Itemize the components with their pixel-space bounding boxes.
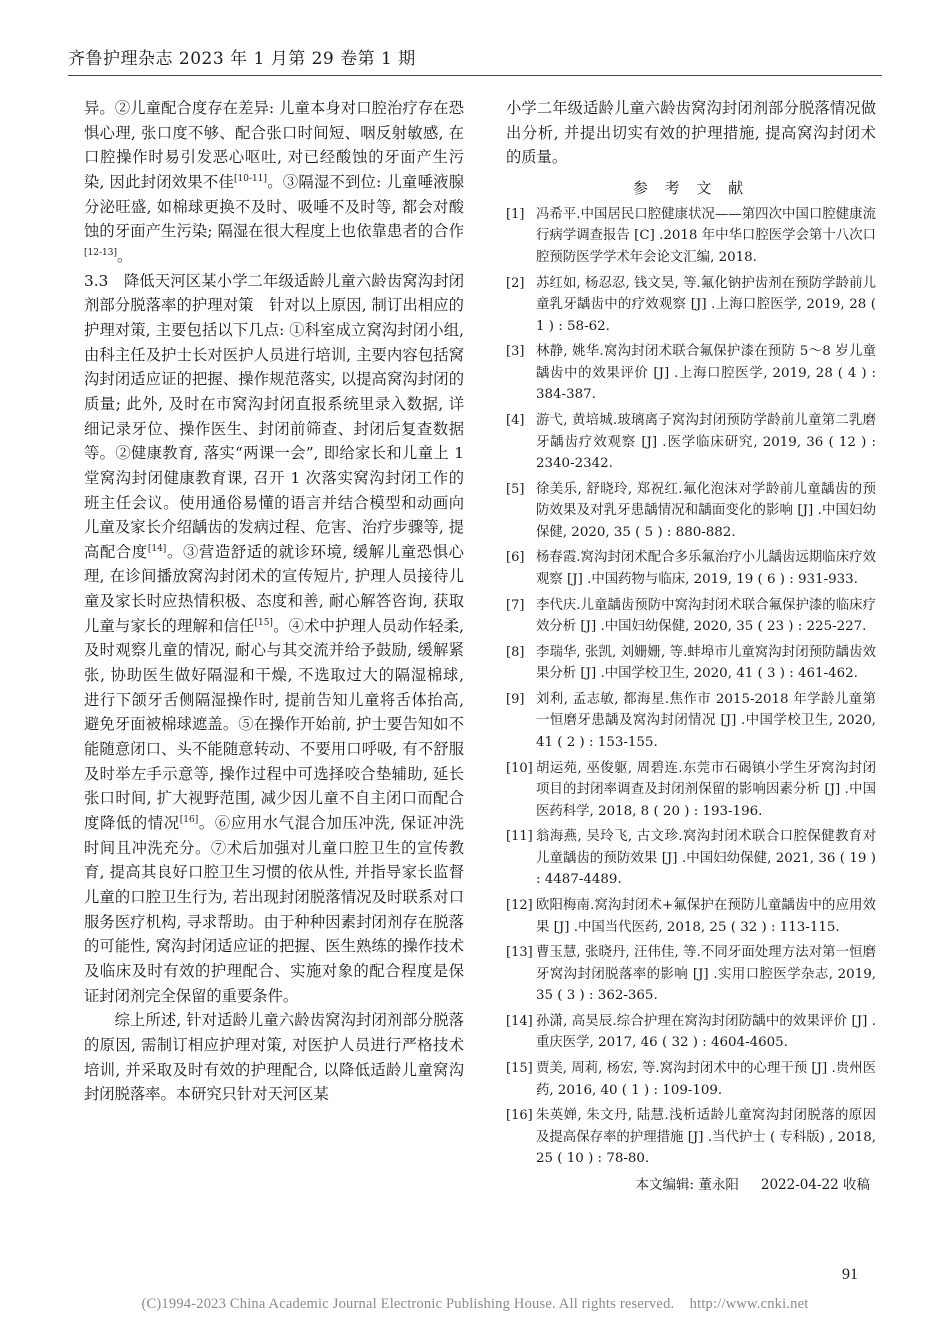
text-run: 。④术中护理人员动作轻柔, 及时观察儿童的情况, 耐心与其交流并给予鼓励, 缓解紧张, 协助医生做好隔湿和干燥, 不选取过大的隔湿棉球, 进行下颌牙舌侧隔湿操作时, 提前告知儿童将舌体抬高, 避免牙面被棉球遮盖。⑤在操作开始前, 护士要告知如不能随意闭口、头不能随意转动、不要用口呼吸, 有不舒服及时举左手示意等, 操作过程中可选择咬合垫辅助, 延长张口时间, 扩大视野范围, 减少因儿童不自主闭口而配合度降低的情况 (84, 616, 464, 833)
reference-number: [10] (506, 760, 533, 776)
reference-item (506, 942, 876, 1007)
reference-number: [15] (506, 1061, 533, 1077)
citation[interactable]: [12-13] (84, 247, 117, 258)
references-title: 参 考 文 献 (632, 178, 750, 197)
reference-number: [14] (506, 1013, 533, 1029)
section-3-3 (84, 269, 464, 1009)
reference-number: [5] (506, 481, 525, 497)
reference-text: 翁海燕, 吴玲飞, 古文珍.窝沟封闭术联合口腔保健教育对儿童龋齿的预防效果 [J] .中国妇幼保健, 2021, 36 ( 19 ) : 4487-4489. (536, 829, 876, 888)
reference-number: [11] (506, 829, 533, 845)
reference-item (506, 595, 876, 638)
citation[interactable]: [14] (147, 543, 167, 554)
conclusion-continuation: 小学二年级适龄儿童六龄齿窝沟封闭剂部分脱落情况做出分析, 并提出切实有效的护理措施, 提高窝沟封闭术的质量。 (506, 99, 876, 167)
reference-item (506, 826, 876, 891)
reference-number: [16] (506, 1108, 533, 1124)
journal-header: 齐鲁护理杂志 2023 年 1 月第 29 卷第 1 期 (68, 49, 416, 69)
reference-number: [13] (506, 945, 533, 961)
reference-item (506, 410, 876, 475)
reference-text: 贾美, 周莉, 杨宏, 等.窝沟封闭术中的心理干预 [J] .贵州医药, 2016, 40 ( 1 ) : 109-109. (536, 1061, 876, 1098)
reference-text: 胡运苑, 巫俊躯, 周碧连.东莞市石碣镇小学生牙窝沟封闭项目的封闭率调查及封闭剂保留的影响因素分析 [J] .中国医药科学, 2018, 8 ( 20 ) : 193-196. (536, 760, 876, 819)
page-number: 91 (842, 1266, 858, 1283)
reference-list (506, 204, 876, 1170)
reference-item (506, 1011, 876, 1054)
reference-text: 苏红如, 杨忍忍, 钱文昊, 等.氟化钠护齿剂在预防学龄前儿童乳牙龋齿中的疗效观察 [J] .上海口腔医学, 2019, 28 ( 1 ) : 58-62. (536, 275, 876, 334)
header-rule (68, 75, 882, 76)
text-run: 针对以上原因, 制订出相应的护理对策, 主要包括以下几点: ①科室成立窝沟封闭小组, 由科主任及护士长对医护人员进行培训, 主要内容包括窝沟封闭适应证的把握、操作规范落实, 以提高窝沟封闭的质量; 此外, 及时在市窝沟封闭直报系统里录入数据, 详细记录牙位、操作医生、封闭前筛查、封闭后复查数据等。②健康教育, 落实“两课一会”, 即给家长和儿童上 1 堂窝沟封闭健康教育课, 召开 1 次落实窝沟封闭工作的班主任会议。使用通俗易懂的语言并结合模型和动画向儿童及家长介绍龋齿的发病过程、危害、治疗步骤等, 提高配合度 (84, 296, 464, 561)
reference-text: 刘利, 孟志敏, 都海星.焦作市 2015-2018 年学龄儿童第一恒磨牙患龋及窝沟封闭情况 [J] .中国学校卫生, 2020, 41 ( 2 ) : 153-155. (536, 691, 876, 750)
reference-text: 冯希平.中国居民口腔健康状况——第四次中国口腔健康流行病学调查报告 [C] .2018 年中华口腔医学会第十八次口腔预防医学学术年会论文汇编, 2018. (536, 206, 876, 265)
received-date: 2022-04-22 收稿 (760, 1176, 870, 1193)
section-heading: 3.3 降低天河区某小学二年级适龄儿童六龄齿窝沟封闭剂部分脱落率的护理对策 (84, 271, 464, 315)
text-run: 。③隔湿不到位: 儿童唾液腺分泌旺盛, 如棉球更换不及时、吸唾不及时等, 都会对酸蚀的牙面产生污染; 隔湿在很大程度上也依靠患者的合作 (84, 172, 464, 241)
reference-item (506, 547, 876, 590)
reference-number: [8] (506, 644, 525, 660)
reference-number: [12] (506, 898, 533, 914)
reference-number: [3] (506, 344, 525, 360)
text-run: 。③营造舒适的就诊环境, 缓解儿童恐惧心理, 在诊间播放窝沟封闭术的宣传短片, 护理人员接待儿童及家长时应热情积极、态度和善, 耐心解答咨询, 获取儿童与家长的理解和信任 (84, 542, 464, 635)
citation[interactable]: [10-11] (234, 173, 267, 184)
citation[interactable]: [15] (254, 617, 273, 628)
text-run: 。⑥应用水气混合加压冲洗, 保证冲洗时间且冲洗充分。⑦术后加强对儿童口腔卫生的宣传教育, 提高其良好口腔卫生习惯的依从性, 并指导家长监督儿童的口腔卫生行为, 若出现封闭脱落情况及时联系对口服务医疗机构, 寻求帮助。由于种种因素封闭剂存在脱落的可能性, 窝沟封闭适应证的把握、医生熟练的操作技术及临床及时有效的护理配合、实施对象的配合程度是保证封闭剂完全保留的重要条件。 (84, 814, 464, 1005)
reference-text: 孙潇, 高昊辰.综合护理在窝沟封闭防龋中的效果评价 [J] .重庆医学, 2017, 46 ( 32 ) : 4604-4605. (536, 1013, 876, 1051)
reference-item (506, 479, 876, 544)
right-column (506, 96, 876, 1196)
copyright-footer: (C)1994-2023 China Academic Journal Electronic Publishing House. All rights reserved. http://www.cnki.net (141, 1296, 809, 1312)
reference-item (506, 895, 876, 938)
reference-item (506, 273, 876, 338)
reference-number: [7] (506, 597, 525, 613)
reference-item (506, 689, 876, 754)
conclusion-paragraph: 综上所述, 针对适龄儿童六龄齿窝沟封闭剂部分脱落的原因, 需制订相应护理对策, 对医护人员进行严格技术培训, 并采取及时有效的护理配合, 以降低适龄儿童窝沟封闭脱落率。本研究只针对天河区某 (84, 1011, 464, 1104)
reference-text: 朱英婵, 朱文丹, 陆慧.浅析适龄儿童窝沟封闭脱落的原因及提高保存率的护理措施 [J] .当代护士 ( 专科版) , 2018, 25 ( 10 ) : 78-80. (536, 1108, 876, 1167)
editor-info (506, 1174, 876, 1196)
reference-item (506, 341, 876, 406)
reference-item (506, 642, 876, 685)
reference-text: 李代庆.儿童龋齿预防中窝沟封闭术联合氟保护漆的临床疗效分析 [J] .中国妇幼保健, 2020, 35 ( 23 ) : 225-227. (536, 597, 876, 635)
reference-text: 杨春霞.窝沟封闭术配合多乐氟治疗小儿龋齿远期临床疗效观察 [J] .中国药物与临床, 2019, 19 ( 6 ) : 931-933. (536, 550, 876, 587)
reference-item (506, 1058, 876, 1101)
reference-number: [1] (506, 206, 525, 222)
reference-number: [9] (506, 691, 525, 707)
text-run: 异。②儿童配合度存在差异: 儿童本身对口腔治疗存在恐惧心理, 张口度不够、配合张口时间短、咽反射敏感, 在口腔操作时易引发恶心呕吐, 对已经酸蚀的牙面产生污染, 因此封闭效果不佳 (84, 99, 464, 191)
reference-text: 游弋, 黄培城.玻璃离子窝沟封闭预防学龄前儿童第二乳磨牙龋齿疗效观察 [J] .医学临床研究, 2019, 36 ( 12 ) : 2340-2342. (536, 413, 876, 472)
citation[interactable]: [16] (179, 815, 199, 826)
reference-item (506, 1105, 876, 1170)
reference-item (506, 758, 876, 823)
reference-text: 林静, 姚华.窝沟封闭术联合氟保护漆在预防 5～8 岁儿童龋齿中的效果评价 [J] .上海口腔医学, 2019, 28 ( 4 ) : 384-387. (536, 344, 876, 403)
reference-item (506, 204, 876, 269)
left-column (84, 96, 464, 1107)
reference-text: 欧阳梅南.窝沟封闭术+氟保护在预防儿童龋齿中的应用效果 [J] .中国当代医药, 2018, 25 ( 32 ) : 113-115. (536, 898, 876, 935)
paragraph-barriers (84, 96, 464, 269)
reference-text: 李瑞华, 张凯, 刘姗姗, 等.蚌埠市儿童窝沟封闭预防龋齿效果分析 [J] .中国学校卫生, 2020, 41 ( 3 ) : 461-462. (536, 644, 876, 682)
editor-label: 本文编辑: 董永阳 (635, 1176, 739, 1193)
reference-text: 徐美乐, 舒晓玲, 郑祝红.氟化泡沫对学龄前儿童龋齿的预防效果及对乳牙患龋情况和龋面变化的影响 [J] .中国妇幼保健, 2020, 35 ( 5 ) : 880-882. (536, 481, 876, 540)
reference-number: [2] (506, 275, 525, 291)
text-run: 。 (116, 246, 133, 265)
reference-number: [6] (506, 550, 525, 566)
reference-text: 曹玉慧, 张晓丹, 汪伟佳, 等.不同牙面处理方法对第一恒磨牙窝沟封闭脱落率的影响 [J] .实用口腔医学杂志, 2019, 35 ( 3 ) : 362-365. (536, 945, 876, 1004)
reference-number: [4] (506, 413, 525, 429)
